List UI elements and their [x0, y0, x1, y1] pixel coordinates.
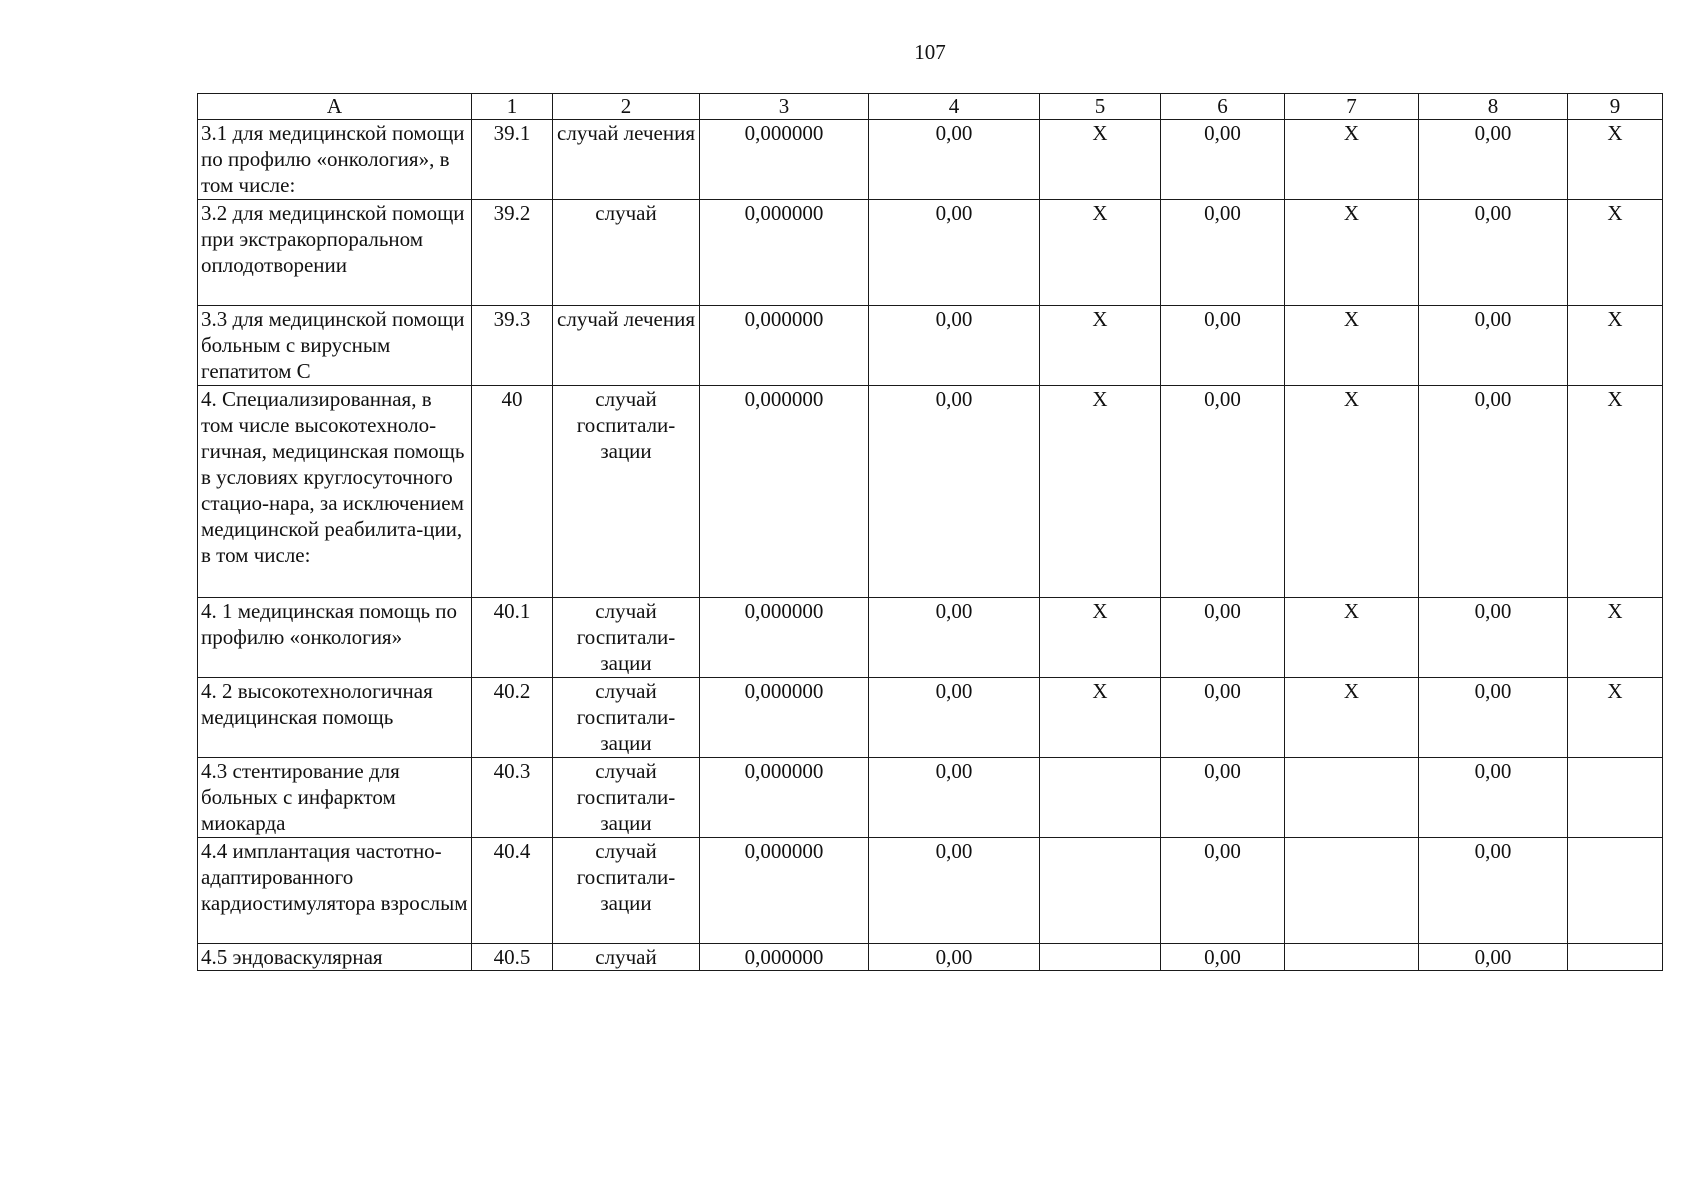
row-col7-cell: X [1285, 120, 1419, 200]
table-row [198, 678, 1663, 758]
row-col8-cell: 0,00 [1419, 838, 1568, 944]
row-col5-cell [1040, 758, 1161, 838]
header-cell-2: 2 [553, 94, 700, 120]
table-row [198, 386, 1663, 598]
row-code-cell: 40.1 [472, 598, 553, 678]
table-row [198, 306, 1663, 386]
data-table [197, 93, 1663, 971]
row-col6-cell: 0,00 [1161, 120, 1285, 200]
row-name-cell: 4.5 эндоваскулярная [198, 944, 472, 971]
table-row [198, 944, 1663, 971]
row-col5-cell: X [1040, 598, 1161, 678]
row-col7-cell: X [1285, 678, 1419, 758]
row-col3-cell: 0,000000 [700, 306, 869, 386]
row-col8-cell: 0,00 [1419, 120, 1568, 200]
row-col4-cell: 0,00 [869, 120, 1040, 200]
row-name-cell: 4. 1 медицинская помощь по профилю «онкология» [198, 598, 472, 678]
row-col3-cell: 0,000000 [700, 838, 869, 944]
header-cell-a: А [198, 94, 472, 120]
row-col9-cell: X [1568, 386, 1663, 598]
row-code-cell: 39.2 [472, 200, 553, 306]
row-col9-cell: X [1568, 120, 1663, 200]
row-col7-cell: X [1285, 306, 1419, 386]
row-col6-cell: 0,00 [1161, 944, 1285, 971]
row-col4-cell: 0,00 [869, 678, 1040, 758]
row-name-cell: 3.1 для медицинской помощи по профилю «онкология», в том числе: [198, 120, 472, 200]
table-header [198, 94, 1663, 120]
row-unit-cell: случай [553, 944, 700, 971]
row-name-cell: 4.3 стентирование для больных с инфарктом миокарда [198, 758, 472, 838]
row-col5-cell: X [1040, 120, 1161, 200]
row-col9-cell: X [1568, 598, 1663, 678]
row-col6-cell: 0,00 [1161, 386, 1285, 598]
row-col9-cell: X [1568, 306, 1663, 386]
row-unit-cell: случай [553, 200, 700, 306]
row-code-cell: 40.3 [472, 758, 553, 838]
row-col9-cell: X [1568, 200, 1663, 306]
header-row [198, 94, 1663, 120]
row-name-cell: 4.4 имплантация частотно-адаптированного кардиостимулятора взрослым [198, 838, 472, 944]
row-col9-cell [1568, 944, 1663, 971]
table-body [198, 120, 1663, 971]
table-row [198, 758, 1663, 838]
header-cell-1: 1 [472, 94, 553, 120]
row-col7-cell: X [1285, 200, 1419, 306]
row-col9-cell [1568, 838, 1663, 944]
row-col6-cell: 0,00 [1161, 838, 1285, 944]
header-cell-9: 9 [1568, 94, 1663, 120]
row-col8-cell: 0,00 [1419, 598, 1568, 678]
row-col3-cell: 0,000000 [700, 120, 869, 200]
row-col6-cell: 0,00 [1161, 306, 1285, 386]
header-cell-5: 5 [1040, 94, 1161, 120]
row-col3-cell: 0,000000 [700, 944, 869, 971]
row-col5-cell [1040, 944, 1161, 971]
row-col7-cell [1285, 944, 1419, 971]
row-col3-cell: 0,000000 [700, 678, 869, 758]
row-code-cell: 40 [472, 386, 553, 598]
row-code-cell: 40.4 [472, 838, 553, 944]
row-col7-cell: X [1285, 598, 1419, 678]
row-col8-cell: 0,00 [1419, 386, 1568, 598]
row-col4-cell: 0,00 [869, 944, 1040, 971]
table-row [198, 838, 1663, 944]
row-col8-cell: 0,00 [1419, 306, 1568, 386]
row-unit-cell: случай лечения [553, 120, 700, 200]
row-col7-cell: X [1285, 386, 1419, 598]
row-unit-cell: случай госпитали-зации [553, 678, 700, 758]
row-name-cell: 3.2 для медицинской помощи при экстракорпоральном оплодотворении [198, 200, 472, 306]
row-col3-cell: 0,000000 [700, 758, 869, 838]
header-cell-7: 7 [1285, 94, 1419, 120]
row-code-cell: 39.1 [472, 120, 553, 200]
row-col4-cell: 0,00 [869, 838, 1040, 944]
page-number: 107 [914, 40, 946, 64]
row-col4-cell: 0,00 [869, 200, 1040, 306]
row-unit-cell: случай госпитали-зации [553, 386, 700, 598]
row-name-cell: 4. Специализированная, в том числе высокотехноло-гичная, медицинская помощь в условиях круглосуточного стацио-нара, за исключением медицинской реабилита-ции, в том числе: [198, 386, 472, 598]
header-cell-3: 3 [700, 94, 869, 120]
row-col3-cell: 0,000000 [700, 200, 869, 306]
row-col4-cell: 0,00 [869, 306, 1040, 386]
header-cell-4: 4 [869, 94, 1040, 120]
row-name-cell: 3.3 для медицинской помощи больным с вирусным гепатитом С [198, 306, 472, 386]
row-unit-cell: случай госпитали-зации [553, 758, 700, 838]
row-col6-cell: 0,00 [1161, 678, 1285, 758]
header-cell-8: 8 [1419, 94, 1568, 120]
row-col5-cell: X [1040, 200, 1161, 306]
row-col5-cell: X [1040, 678, 1161, 758]
row-code-cell: 39.3 [472, 306, 553, 386]
row-col7-cell [1285, 758, 1419, 838]
row-col5-cell: X [1040, 306, 1161, 386]
row-col7-cell [1285, 838, 1419, 944]
row-col4-cell: 0,00 [869, 386, 1040, 598]
row-code-cell: 40.2 [472, 678, 553, 758]
row-col3-cell: 0,000000 [700, 386, 869, 598]
row-unit-cell: случай госпитали-зации [553, 838, 700, 944]
row-col3-cell: 0,000000 [700, 598, 869, 678]
row-col9-cell [1568, 758, 1663, 838]
row-col8-cell: 0,00 [1419, 758, 1568, 838]
row-name-cell: 4. 2 высокотехнологичная медицинская помощь [198, 678, 472, 758]
table-row [198, 200, 1663, 306]
row-col8-cell: 0,00 [1419, 200, 1568, 306]
header-cell-6: 6 [1161, 94, 1285, 120]
row-col5-cell: X [1040, 386, 1161, 598]
row-col4-cell: 0,00 [869, 598, 1040, 678]
table-row [198, 120, 1663, 200]
row-unit-cell: случай лечения [553, 306, 700, 386]
row-col6-cell: 0,00 [1161, 598, 1285, 678]
table-row [198, 598, 1663, 678]
row-col6-cell: 0,00 [1161, 200, 1285, 306]
row-code-cell: 40.5 [472, 944, 553, 971]
row-col5-cell [1040, 838, 1161, 944]
row-unit-cell: случай госпитали-зации [553, 598, 700, 678]
row-col9-cell: X [1568, 678, 1663, 758]
row-col8-cell: 0,00 [1419, 678, 1568, 758]
row-col8-cell: 0,00 [1419, 944, 1568, 971]
row-col4-cell: 0,00 [869, 758, 1040, 838]
row-col6-cell: 0,00 [1161, 758, 1285, 838]
